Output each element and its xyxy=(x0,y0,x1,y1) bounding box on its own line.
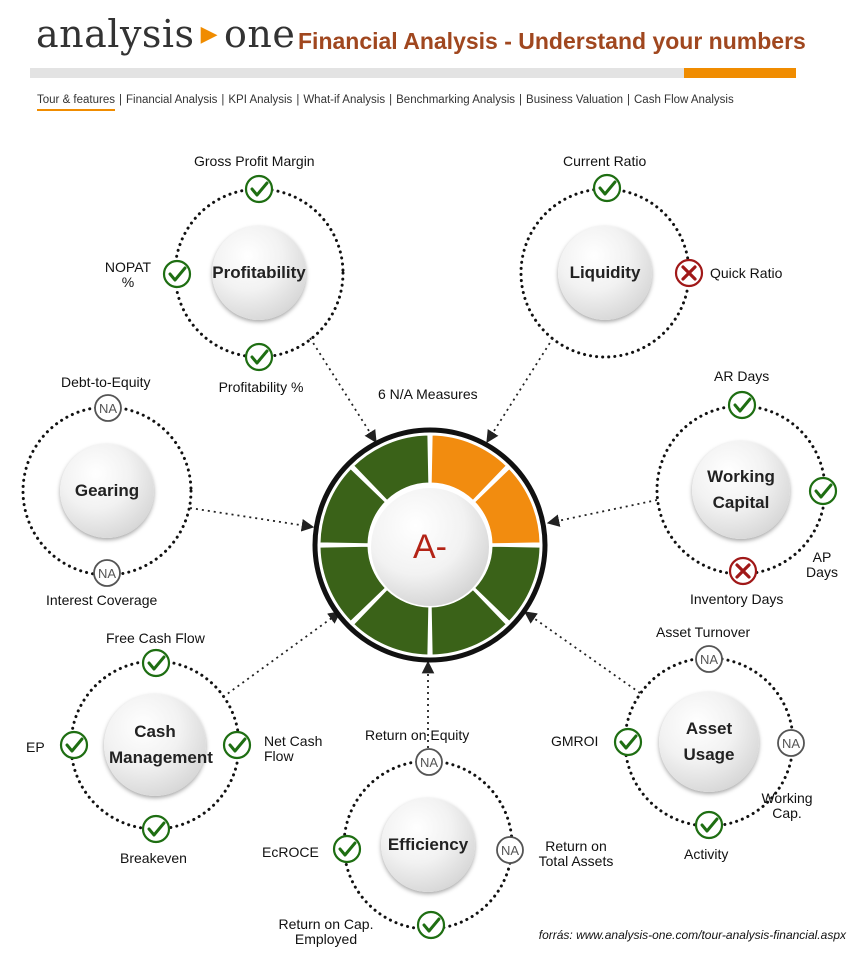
label-interest-coverage: Interest Coverage xyxy=(46,592,158,608)
arrow-gearing xyxy=(190,508,313,527)
label-working-cap: Working Cap. xyxy=(761,790,813,821)
na-icon xyxy=(497,837,523,863)
check-icon xyxy=(164,261,190,287)
check-icon xyxy=(143,650,169,676)
logo-arrow-icon: ▶ xyxy=(200,22,218,47)
label-debt-to-equity: Debt-to-Equity xyxy=(61,374,151,390)
label-breakeven: Breakeven xyxy=(120,850,187,866)
label-ep: EP xyxy=(26,739,45,755)
gearing-node[interactable]: Gearing xyxy=(60,444,154,538)
nav-business-valuation[interactable]: Business Valuation xyxy=(526,94,623,106)
label-ap-days: AP Days xyxy=(806,549,838,580)
logo-text-left: analysis xyxy=(36,12,195,56)
working-capital-node-label: Working Capital xyxy=(707,467,775,512)
check-icon xyxy=(246,176,272,202)
label-return-on-equity: Return on Equity xyxy=(365,727,470,743)
svg-text:NA: NA xyxy=(500,843,520,858)
arrow-working-capital xyxy=(548,500,657,523)
nav-kpi-analysis[interactable]: KPI Analysis xyxy=(228,94,293,106)
svg-text:NA: NA xyxy=(98,401,118,416)
na-measures-caption: 6 N/A Measures xyxy=(378,386,478,402)
check-icon xyxy=(810,478,836,504)
check-icon xyxy=(696,812,722,838)
working-capital-node[interactable] xyxy=(692,441,790,539)
label-current-ratio: Current Ratio xyxy=(563,153,647,169)
label-quick-ratio: Quick Ratio xyxy=(710,265,783,281)
svg-text:NA: NA xyxy=(781,736,801,751)
check-icon xyxy=(729,392,755,418)
check-icon xyxy=(334,836,360,862)
cash-management-node-label: Cash Management xyxy=(109,722,213,767)
label-profitability-pct: Profitability % xyxy=(218,379,304,395)
nav-financial-analysis[interactable]: Financial Analysis xyxy=(125,94,218,106)
label-nopat: NOPAT % xyxy=(104,259,152,290)
cash-management-node[interactable] xyxy=(104,694,213,796)
na-icon xyxy=(778,730,804,756)
label-gross-profit-margin: Gross Profit Margin xyxy=(194,153,315,169)
label-return-on-cap-employed: Return on Cap. Employed xyxy=(278,916,374,947)
na-icon xyxy=(95,395,121,421)
nav-benchmarking-analysis[interactable]: Benchmarking Analysis xyxy=(396,94,516,106)
check-icon xyxy=(143,816,169,842)
asset-usage-node[interactable] xyxy=(659,692,759,792)
source-caption: forrás: www.analysis-one.com/tour-analysis-financial.aspx xyxy=(538,928,846,942)
svg-text:NA: NA xyxy=(699,652,719,667)
asset-usage-node-label: Asset Usage xyxy=(683,719,735,764)
check-icon xyxy=(594,175,620,201)
arrow-asset-usage xyxy=(525,612,640,693)
nav-what-if-analysis[interactable]: What-if Analysis xyxy=(303,94,386,106)
na-icon xyxy=(416,749,442,775)
check-icon xyxy=(61,732,87,758)
logo-text-right: one xyxy=(223,12,296,56)
cross-icon xyxy=(730,558,756,584)
check-icon xyxy=(418,912,444,938)
cross-icon xyxy=(676,260,702,286)
label-activity: Activity xyxy=(684,846,729,862)
nav-cash-flow-analysis[interactable]: Cash Flow Analysis xyxy=(634,94,734,106)
label-return-on-total-assets: Return on Total Assets xyxy=(538,838,614,869)
label-ecroce: EcROCE xyxy=(262,844,319,860)
na-icon xyxy=(94,560,120,586)
top-nav: Tour & features | Financial Analysis | KPI Analysis | What-if Analysis | Benchmarking Analysis | Business Valuation | Cash Flow Analysis xyxy=(37,94,734,106)
efficiency-node[interactable]: Efficiency xyxy=(381,798,475,892)
overall-grade: A- xyxy=(371,488,489,606)
check-icon xyxy=(615,729,641,755)
liquidity-node[interactable]: Liquidity xyxy=(558,226,652,320)
svg-text:NA: NA xyxy=(97,566,117,581)
label-free-cash-flow: Free Cash Flow xyxy=(106,630,205,646)
arrow-profitability xyxy=(310,338,376,442)
page-title: Financial Analysis - Understand your numbers xyxy=(298,28,806,54)
label-gmroi: GMROI xyxy=(551,733,599,749)
label-ar-days: AR Days xyxy=(714,368,770,384)
label-asset-turnover: Asset Turnover xyxy=(656,624,751,640)
arrow-cash-management xyxy=(223,612,340,697)
nav-tour-features[interactable]: Tour & features xyxy=(37,94,115,111)
label-net-cash-flow: Net Cash Flow xyxy=(264,733,323,764)
label-inventory-days: Inventory Days xyxy=(690,591,784,607)
na-icon xyxy=(696,646,722,672)
check-icon xyxy=(246,344,272,370)
profitability-node[interactable]: Profitability xyxy=(212,226,306,320)
svg-text:NA: NA xyxy=(419,755,439,770)
check-icon xyxy=(224,732,250,758)
arrow-liquidity xyxy=(487,338,553,442)
